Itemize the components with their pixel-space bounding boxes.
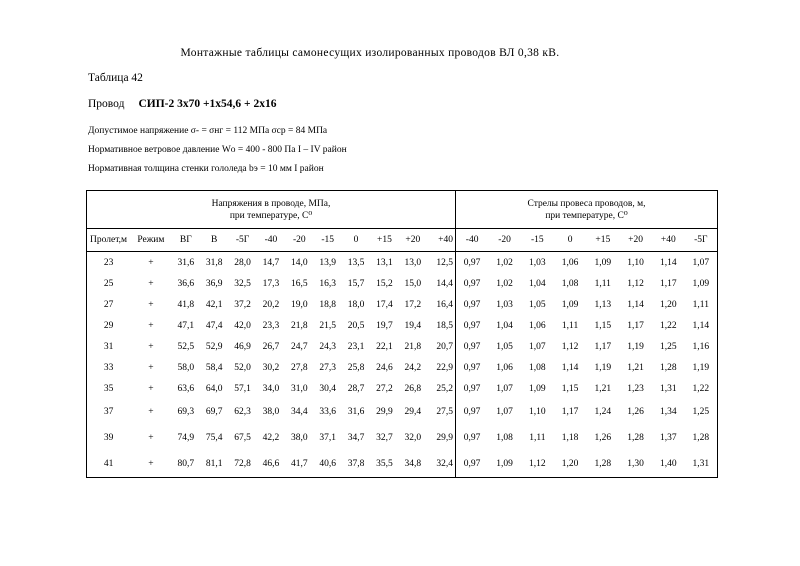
table-cell: +	[148, 320, 154, 331]
table-cell: 72,8	[234, 459, 251, 469]
table-cell: 34,4	[290, 407, 308, 417]
table-cell: 1,07	[496, 407, 513, 417]
mounting-table	[86, 190, 718, 478]
cable-label: Провод	[88, 98, 125, 110]
table-cell: 16,4	[436, 299, 453, 310]
table-cell: 1,20	[561, 459, 579, 469]
table-cell: 1,08	[529, 362, 546, 373]
stress-group-line1: Напряжения в проводе, МПа,	[211, 198, 331, 209]
table-cell: 12,5	[436, 257, 453, 268]
table-cell: +	[148, 459, 154, 469]
column-header: +40	[652, 229, 685, 252]
table-cell: 0,97	[456, 378, 489, 399]
table-cell: 1,13	[594, 299, 612, 310]
table-cell: 1,12	[627, 278, 644, 289]
table-cell: 17,4	[376, 299, 393, 310]
stress-group-line2: при температуре, С⁰	[229, 210, 313, 221]
table-cell: 41	[103, 459, 114, 469]
table-cell: 23	[103, 257, 114, 268]
table-cell: 1,11	[594, 278, 611, 289]
table-cell: 1,07	[692, 257, 710, 268]
table-cell: 1,26	[594, 433, 612, 443]
table-cell: 1,26	[627, 407, 644, 417]
column-header: -5Г	[685, 229, 718, 252]
table-cell: 1,11	[529, 433, 546, 443]
table-number: Таблица 42	[88, 72, 143, 84]
table-cell: 1,09	[529, 383, 546, 394]
table-cell: 58,0	[177, 362, 195, 373]
table-cell: 32,5	[234, 278, 251, 289]
column-header: 0	[342, 229, 370, 252]
table-cell: 1,17	[594, 341, 612, 352]
table-cell: 26,7	[262, 341, 280, 352]
table-cell: 37,1	[319, 433, 336, 443]
table-cell: 1,22	[659, 320, 677, 331]
table-cell: 31,6	[177, 257, 195, 268]
table-cell: 1,37	[659, 433, 677, 443]
table-cell: 69,7	[205, 407, 223, 417]
table-cell: 74,9	[177, 433, 195, 443]
column-header: -40	[257, 229, 285, 252]
table-cell: 13,1	[376, 257, 393, 268]
table-cell: +	[148, 407, 154, 417]
table-cell: 16,3	[319, 278, 336, 289]
table-cell: 37,8	[347, 459, 365, 469]
table-cell: 24,2	[404, 362, 422, 373]
column-header: +20	[619, 229, 652, 252]
table-cell: 13,9	[319, 257, 336, 268]
column-header: В	[200, 229, 228, 252]
table-cell: 32,7	[376, 433, 393, 443]
table-cell: 20,7	[436, 341, 453, 352]
table-cell: 37	[103, 407, 114, 417]
table-cell: 1,15	[561, 383, 579, 394]
table-cell: +	[148, 257, 154, 268]
table-cell: 20,5	[347, 320, 365, 331]
table-row	[87, 357, 718, 378]
cable-line	[88, 98, 276, 110]
table-cell: +	[148, 341, 154, 352]
table-cell: 1,06	[561, 257, 579, 268]
table-cell: 14,4	[436, 278, 453, 289]
table-cell: 31,6	[347, 407, 365, 417]
column-header: Режим	[130, 229, 171, 252]
table-cell: 23,3	[262, 320, 280, 331]
column-header-row	[87, 229, 718, 252]
table-cell: 39	[103, 433, 114, 443]
table-cell: 29,9	[376, 407, 393, 417]
table-cell: 15,2	[376, 278, 393, 289]
table-row	[87, 399, 718, 425]
table-cell: 14,7	[262, 257, 280, 268]
table-cell: 1,15	[594, 320, 612, 331]
table-cell: 1,19	[594, 362, 612, 373]
table-cell: 1,20	[659, 299, 677, 310]
table-cell: 1,14	[627, 299, 644, 310]
table-cell: 42,0	[234, 320, 251, 331]
table-cell: 14,0	[290, 257, 308, 268]
column-header: Пролет,м	[87, 229, 131, 252]
table-cell: 21,8	[404, 341, 422, 352]
table-cell: 52,0	[234, 362, 251, 373]
table-cell: 1,28	[659, 362, 677, 373]
table-cell: 18,5	[436, 320, 453, 331]
table-cell: 1,11	[561, 320, 579, 331]
table-cell: 36,9	[205, 278, 223, 289]
table-cell: 69,3	[177, 407, 195, 417]
table-cell: 58,4	[205, 362, 223, 373]
table-cell: 67,5	[234, 433, 251, 443]
table-cell: 1,34	[659, 407, 677, 417]
table-cell: 19,4	[404, 320, 422, 331]
table-cell: 1,19	[627, 341, 644, 352]
column-header: -5Г	[228, 229, 256, 252]
table-cell: 29,9	[436, 433, 453, 443]
table-cell: 1,18	[561, 433, 579, 443]
table-cell: 1,06	[496, 362, 513, 373]
table-cell: 19,7	[376, 320, 393, 331]
column-header: +20	[399, 229, 427, 252]
table-row	[87, 294, 718, 315]
table-cell: 19,0	[290, 299, 308, 310]
table-cell: 1,14	[659, 257, 677, 268]
table-cell: 26,8	[404, 383, 422, 394]
table-cell: 17,2	[404, 299, 422, 310]
table-cell: 57,1	[234, 383, 251, 394]
table-cell: 24,6	[376, 362, 393, 373]
table-cell: 1,17	[561, 407, 579, 417]
table-cell: 0,97	[456, 336, 489, 357]
table-cell: 1,09	[692, 278, 710, 289]
table-cell: 1,28	[627, 433, 644, 443]
table-cell: 17,3	[262, 278, 280, 289]
table-cell: 1,02	[496, 257, 513, 268]
table-cell: 31,8	[205, 257, 223, 268]
table-cell: 1,12	[561, 341, 579, 352]
table-cell: 1,06	[529, 320, 546, 331]
table-cell: 0,97	[456, 273, 489, 294]
table-cell: 20,2	[262, 299, 280, 310]
table-cell: 1,31	[692, 459, 710, 469]
table-cell: 16,5	[290, 278, 308, 289]
table-cell: 1,23	[627, 383, 644, 394]
table-cell: 18,0	[347, 299, 365, 310]
table-cell: 25,8	[347, 362, 365, 373]
table-cell: 32,4	[436, 459, 453, 469]
table-cell: 0,97	[456, 451, 489, 478]
table-cell: 75,4	[205, 433, 223, 443]
table-cell: 1,19	[692, 362, 710, 373]
table-cell: 1,40	[659, 459, 677, 469]
table-cell: 27,8	[290, 362, 308, 373]
table-cell: 1,04	[496, 320, 513, 331]
column-header: -20	[488, 229, 521, 252]
table-cell: 27,5	[436, 407, 453, 417]
table-cell: 0,97	[456, 294, 489, 315]
table-cell: 1,28	[594, 459, 612, 469]
table-cell: 28,0	[234, 257, 251, 268]
table-cell: +	[148, 433, 154, 443]
table-cell: +	[148, 278, 154, 289]
table-cell: 42,1	[205, 299, 223, 310]
sag-group-header	[456, 191, 718, 229]
column-header: -20	[285, 229, 313, 252]
table-cell: 0,97	[456, 252, 489, 274]
table-cell: 1,10	[529, 407, 546, 417]
table-cell: 41,7	[290, 459, 308, 469]
table-cell: 1,08	[496, 433, 513, 443]
table-cell: 63,6	[177, 383, 195, 394]
table-cell: 34,7	[347, 433, 365, 443]
document-title: Монтажные таблицы самонесущих изолированных проводов ВЛ 0,38 кВ.	[180, 47, 560, 59]
table-cell: 52,9	[205, 341, 223, 352]
column-header: -15	[313, 229, 341, 252]
table-cell: 40,6	[319, 459, 336, 469]
table-cell: 1,25	[692, 407, 710, 417]
table-cell: 15,0	[404, 278, 422, 289]
table-cell: 13,5	[347, 257, 365, 268]
table-cell: 23,1	[347, 341, 365, 352]
table-cell: 31,0	[290, 383, 308, 394]
table-cell: 1,03	[496, 299, 513, 310]
table-cell: +	[148, 299, 154, 310]
table-cell: 28,7	[347, 383, 365, 394]
column-header: ВГ	[172, 229, 200, 252]
table-cell: 42,2	[262, 433, 280, 443]
table-cell: 0,97	[456, 357, 489, 378]
table-cell: 1,05	[529, 299, 546, 310]
table-cell: 34,0	[262, 383, 280, 394]
table-cell: 27	[103, 299, 114, 310]
table-cell: 1,04	[529, 278, 546, 289]
table-cell: 1,14	[561, 362, 579, 373]
table-cell: +	[148, 362, 154, 373]
table-cell: 1,30	[627, 459, 644, 469]
table-cell: 22,9	[436, 362, 453, 373]
table-row	[87, 273, 718, 294]
table-cell: 27,3	[319, 362, 336, 373]
table-cell: 47,1	[177, 320, 195, 331]
table-cell: 22,1	[376, 341, 393, 352]
table-cell: 21,8	[290, 320, 308, 331]
table-cell: 1,11	[692, 299, 709, 310]
table-cell: 1,31	[659, 383, 677, 394]
table-cell: 1,07	[496, 383, 513, 394]
sag-group-line1: Стрелы провеса проводов, м,	[527, 198, 646, 209]
table-cell: 38,0	[262, 407, 280, 417]
table-cell: 36,6	[177, 278, 195, 289]
table-cell: 1,09	[594, 257, 612, 268]
table-cell: 21,5	[319, 320, 336, 331]
table-cell: 1,12	[529, 459, 546, 469]
table-cell: 15,7	[347, 278, 365, 289]
table-cell: +	[148, 383, 154, 394]
table-cell: 1,17	[627, 320, 644, 331]
param-wind-pressure: Нормативное ветровое давление Wо = 400 - 800 Па I – IV район	[88, 145, 347, 155]
sag-group-line2: при температуре, С⁰	[545, 210, 628, 221]
cable-spec: СИП-2 3x70 +1x54,6 + 2x16	[138, 98, 277, 110]
table-cell: 1,21	[594, 383, 612, 394]
column-header: -15	[521, 229, 554, 252]
table-cell: 1,24	[594, 407, 612, 417]
table-cell: 0,97	[456, 399, 489, 425]
table-cell: 46,6	[262, 459, 280, 469]
table-cell: 1,02	[496, 278, 513, 289]
table-cell: 81,1	[205, 459, 223, 469]
table-cell: 30,2	[262, 362, 280, 373]
table-row	[87, 336, 718, 357]
table-cell: 35,5	[376, 459, 393, 469]
table-cell: 30,4	[319, 383, 336, 394]
table-cell: 0,97	[456, 425, 489, 451]
table-cell: 1,16	[692, 341, 710, 352]
table-cell: 80,7	[177, 459, 195, 469]
table-cell: 1,10	[627, 257, 644, 268]
table-cell: 1,25	[659, 341, 677, 352]
table-cell: 35	[103, 383, 114, 394]
table-cell: 1,17	[659, 278, 677, 289]
table-cell: 31	[103, 341, 114, 352]
table-cell: 41,8	[177, 299, 195, 310]
column-header: -40	[456, 229, 489, 252]
table-row	[87, 252, 718, 274]
table-cell: 1,14	[692, 320, 710, 331]
table-cell: 24,3	[319, 341, 336, 352]
table-cell: 32,0	[404, 433, 422, 443]
table-cell: 29	[103, 320, 114, 331]
table-cell: 1,05	[496, 341, 513, 352]
table-row	[87, 451, 718, 478]
table-cell: 46,9	[234, 341, 251, 352]
table-row	[87, 315, 718, 336]
stress-group-header	[87, 191, 456, 229]
table-cell: 33,6	[319, 407, 336, 417]
table-cell: 25,2	[436, 383, 453, 394]
table-cell: 0,97	[456, 315, 489, 336]
table-cell: 24,7	[290, 341, 308, 352]
table-cell: 1,28	[692, 433, 710, 443]
table-cell: 1,21	[627, 362, 644, 373]
param-ice-thickness: Нормативная толщина стенки гололеда bэ = 10 мм I район	[88, 164, 324, 174]
table-cell: 62,3	[234, 407, 251, 417]
column-header: +15	[586, 229, 619, 252]
table-cell: 64,0	[205, 383, 223, 394]
table-cell: 34,8	[404, 459, 422, 469]
table-cell: 1,09	[496, 459, 513, 469]
table-cell: 13,0	[404, 257, 422, 268]
table-row	[87, 425, 718, 451]
table-cell: 1,08	[561, 278, 579, 289]
table-cell: 18,8	[319, 299, 336, 310]
table-cell: 1,22	[692, 383, 710, 394]
table-cell: 47,4	[205, 320, 223, 331]
table-cell: 38,0	[290, 433, 308, 443]
column-header: +40	[427, 229, 456, 252]
column-header: 0	[554, 229, 587, 252]
table-cell: 37,2	[234, 299, 251, 310]
table-cell: 27,2	[376, 383, 393, 394]
table-cell: 1,07	[529, 341, 546, 352]
table-cell: 1,03	[529, 257, 546, 268]
table-row	[87, 378, 718, 399]
column-header: +15	[370, 229, 398, 252]
table-cell: 33	[103, 362, 114, 373]
table-cell: 1,09	[561, 299, 579, 310]
table-cell: 52,5	[177, 341, 195, 352]
param-allowed-stress: Допустимое напряжение σ- = σнг = 112 МПа σср = 84 МПа	[88, 126, 328, 136]
table-cell: 25	[103, 278, 114, 289]
table-cell: 29,4	[404, 407, 422, 417]
